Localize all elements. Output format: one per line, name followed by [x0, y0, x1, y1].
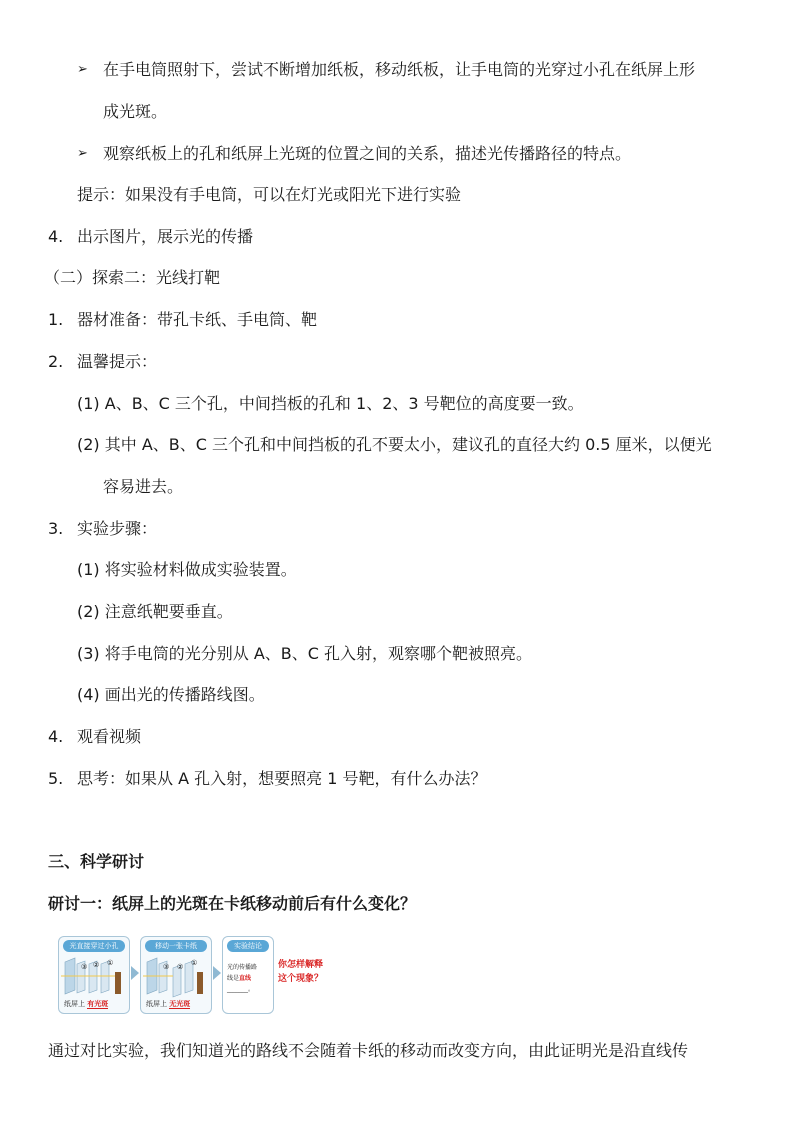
- sub-item-text: (1) 将实验材料做成实验装置。: [77, 560, 297, 579]
- result-highlight: 无光斑: [169, 1000, 191, 1008]
- result-highlight: 直线: [239, 975, 252, 982]
- sub-item-text: (4) 画出光的传播路线图。: [77, 685, 265, 704]
- conclusion-line: _______。: [227, 986, 255, 993]
- bullet-text: 观察纸板上的孔和纸屏上光斑的位置之间的关系，描述光传播路径的特点。: [103, 144, 632, 163]
- section-subtitle: （二）探索二：光线打靶: [44, 268, 221, 287]
- bullet-text: 在手电筒照射下，尝试不断增加纸板，移动纸板，让手电筒的光穿过小孔在纸屏上形: [103, 60, 696, 79]
- bullet-mark: ➢: [77, 62, 88, 77]
- bullet-text-cont: 成光斑。: [103, 102, 168, 121]
- hole-label: ②: [93, 961, 100, 969]
- conclusion-text: 通过对比实验，我们知道光的路线不会随着卡纸的移动而改变方向，由此证明光是沿直线传: [48, 1041, 689, 1060]
- figure-panel-2: [140, 936, 212, 1014]
- item-text: 思考：如果从 A 孔入射，想要照亮 1 号靶，有什么办法？: [77, 769, 487, 788]
- item-number: 3.: [48, 519, 64, 538]
- hole-label: ③: [81, 963, 88, 971]
- item-number: 4.: [48, 227, 64, 246]
- figure-panel-3: [222, 936, 274, 1014]
- conclusion-line: 线是直线: [227, 975, 252, 982]
- item-number: 4.: [48, 727, 64, 746]
- question-callout: 你怎样解释 这个现象？: [278, 960, 324, 984]
- bullet-mark: ➢: [77, 146, 88, 161]
- item-number: 2.: [48, 352, 64, 371]
- hole-label: ③: [163, 963, 170, 971]
- moved-card-illustration: [141, 952, 211, 998]
- item-text: 出示图片，展示光的传播: [77, 227, 254, 246]
- hole-label: ①: [107, 959, 114, 967]
- sub-item-text: (1) A、B、C 三个孔，中间挡板的孔和 1、2、3 号靶位的高度要一致。: [77, 394, 584, 413]
- panel-title: 实验结论: [227, 940, 269, 952]
- hint-text: 提示：如果没有手电筒，可以在灯光或阳光下进行实验: [77, 185, 462, 204]
- sub-item-text: (3) 将手电筒的光分别从 A、B、C 孔入射，观察哪个靶被照亮。: [77, 644, 533, 663]
- panel-title: 移动一张卡纸: [145, 940, 207, 952]
- experiment-figure: [58, 936, 348, 1014]
- pinhole-setup-illustration: [59, 952, 129, 998]
- sub-item-text: (2) 注意纸靶要垂直。: [77, 602, 233, 621]
- result-highlight: 有光斑: [87, 1000, 109, 1008]
- figure-panel-1: [58, 936, 130, 1014]
- arrow-right-icon: [131, 966, 139, 980]
- discussion-title: 研讨一：纸屏上的光斑在卡纸移动前后有什么变化？: [48, 894, 417, 913]
- hole-label: ①: [191, 959, 198, 967]
- panel-caption: 纸屏上 无光斑: [146, 1000, 191, 1008]
- item-text: 实验步骤：: [77, 519, 158, 538]
- sub-item-text: (2) 其中 A、B、C 三个孔和中间挡板的孔不要太小，建议孔的直径大约 0.5 厘米，以便光: [77, 435, 712, 454]
- panel-title: 光直接穿过小孔: [63, 940, 125, 952]
- item-text: 温馨提示：: [77, 352, 158, 371]
- conclusion-line: 光的传播路: [227, 964, 258, 971]
- arrow-right-icon: [213, 966, 221, 980]
- hole-label: ②: [177, 963, 184, 971]
- section-title: 三、科学研讨: [48, 852, 145, 871]
- sub-item-text-cont: 容易进去。: [103, 477, 184, 496]
- item-number: 1.: [48, 310, 64, 329]
- item-number: 5.: [48, 769, 64, 788]
- panel-caption: 纸屏上 有光斑: [64, 1000, 109, 1008]
- item-text: 器材准备：带孔卡纸、手电筒、靶: [77, 310, 318, 329]
- item-text: 观看视频: [77, 727, 142, 746]
